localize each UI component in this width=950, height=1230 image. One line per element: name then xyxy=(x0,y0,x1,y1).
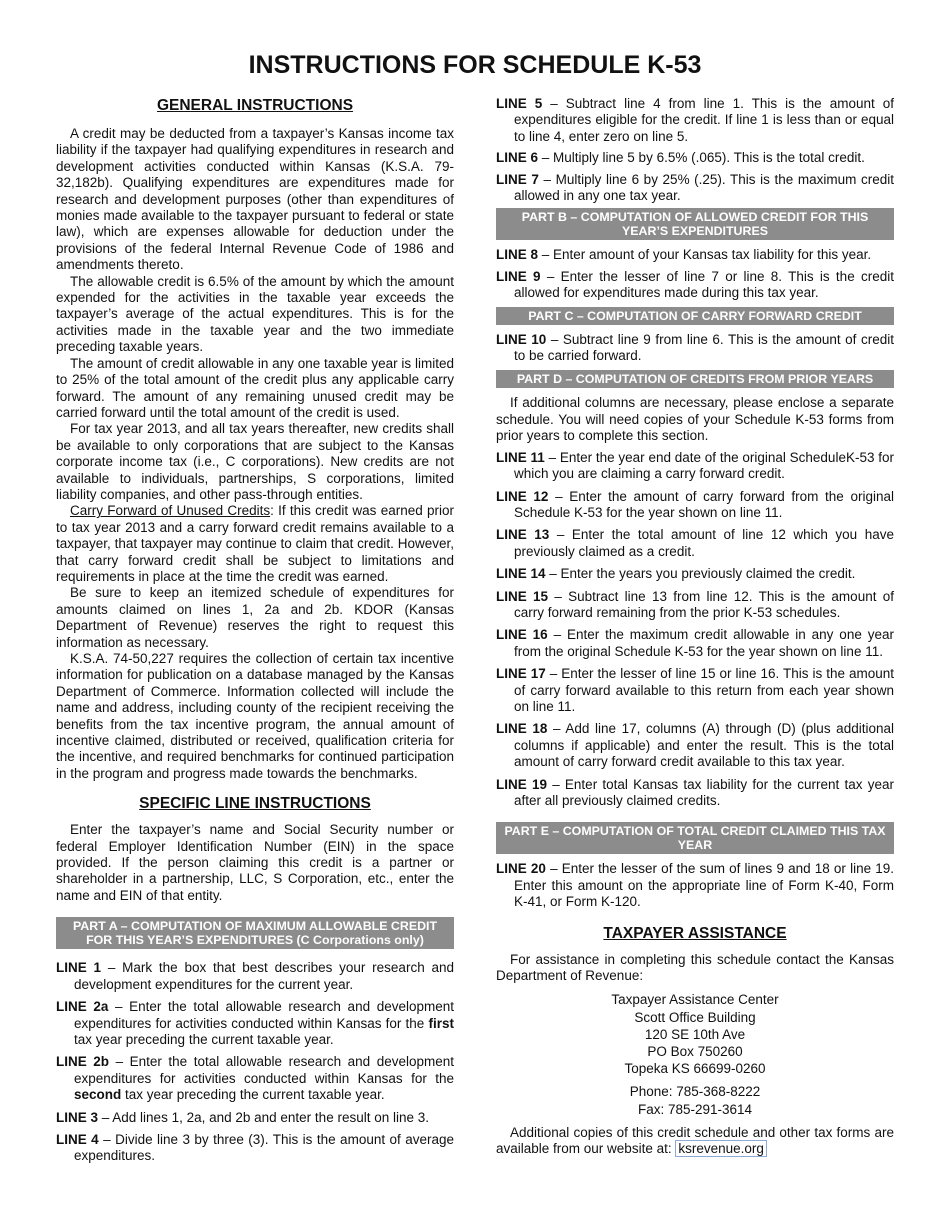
line-19-text: – Enter total Kansas tax liability for the current tax year after all previously claimed credits. xyxy=(514,776,894,808)
line-10-instruction xyxy=(496,332,894,365)
line-9-label: LINE 9 xyxy=(496,268,541,284)
part-b-banner-line-2: YEAR’S EXPENDITURES xyxy=(622,224,768,239)
address-line-5: Topeka KS 66699-0260 xyxy=(624,1061,766,1077)
line-2b-bold: second xyxy=(74,1087,122,1103)
line-11-label: LINE 11 xyxy=(496,449,545,465)
line-9-text: – Enter the lesser of line 7 or line 8. This is the credit allowed for expenditures made during this tax year. xyxy=(514,268,894,301)
line-5-label: LINE 5 xyxy=(496,96,543,111)
line-14-instruction xyxy=(496,566,894,582)
phone-number: Phone: 785-368-8222 xyxy=(629,1084,761,1100)
page-title: INSTRUCTIONS FOR SCHEDULE K-53 xyxy=(248,51,702,79)
line-12-text: – Enter the amount of carry forward from the original Schedule K-53 for the year shown on line 11. xyxy=(514,488,894,520)
carry-forward-text: : If this credit was earned prior to tax year 2013 and a carry forward credit remains available to a taxpayer, that taxpayer may continue to claim that credit. However, that carry forward credit shall be subject to limitations and requirements in place at the time the credit was earned. xyxy=(56,503,454,584)
line-4-label: LINE 4 xyxy=(56,1131,99,1147)
part-a-banner-line-1: PART A – COMPUTATION OF MAXIMUM ALLOWABLE CREDIT xyxy=(72,919,438,934)
general-paragraph-4: For tax year 2013, and all tax years thereafter, new credits shall be available to only corporations that are subject to the Kansas corporate income tax (i.e., C corporations). New credits are not available to individuals, partnerships, S corporations, limited liability companies, and other pass-through entities. xyxy=(56,421,454,502)
address-line-1: Taxpayer Assistance Center xyxy=(611,992,779,1008)
assistance-intro: For assistance in completing this schedule contact the Kansas Department of Revenue: xyxy=(496,951,894,984)
line-11-instruction xyxy=(496,450,894,483)
line-6-text: – Multiply line 5 by 6.5% (.065). This is the total credit. xyxy=(538,150,865,166)
general-paragraph-6: Be sure to keep an itemized schedule of expenditures for amounts claimed on lines 1, 2a and 2b. KDOR (Kansas Department of Revenue) reserves the right to request this information as necessary. xyxy=(56,585,454,650)
line-13-instruction xyxy=(496,527,894,560)
general-paragraph-5 xyxy=(56,503,454,585)
left-column xyxy=(56,96,454,1165)
general-instructions-heading: GENERAL INSTRUCTIONS xyxy=(156,97,354,114)
part-d-intro: If additional columns are necessary, please enclose a separate schedule. You will need copies of your Schedule K-53 forms from prior years to complete this section. xyxy=(496,395,894,444)
line-2a-label: LINE 2a xyxy=(56,999,109,1015)
line-9-instruction xyxy=(496,269,894,302)
line-20-text: – Enter the lesser of the sum of lines 9 and 18 or line 19. Enter this amount on the appropriate line of Form K-40, Form K-41, or Form K-120. xyxy=(514,861,894,910)
line-10-text: – Subtract line 9 from line 6. This is the amount of credit to be carried forward. xyxy=(514,331,894,364)
carry-forward-label: Carry Forward of Unused Credits xyxy=(70,503,271,519)
line-18-text: – Add line 17, columns (A) through (D) (plus additional columns if applicable) and enter the result. This is the total amount of carry forward credit available to this tax year. xyxy=(514,721,894,770)
line-16-instruction xyxy=(496,627,894,660)
line-20-label: LINE 20 xyxy=(496,861,546,877)
address-line-4: PO Box 750260 xyxy=(647,1044,743,1060)
line-7-text: – Multiply line 6 by 25% (.25). This is the maximum credit allowed in any one tax year. xyxy=(514,171,894,204)
line-20-instruction xyxy=(496,861,894,910)
address-line-3: 120 SE 10th Ave xyxy=(644,1026,746,1042)
line-2b-instruction xyxy=(56,1054,454,1103)
part-b-banner-line-1: PART B – COMPUTATION OF ALLOWED CREDIT FOR THIS xyxy=(521,210,869,225)
taxpayer-assistance-heading: TAXPAYER ASSISTANCE xyxy=(603,924,787,942)
line-17-label: LINE 17 xyxy=(496,666,546,682)
part-d-banner: PART D – COMPUTATION OF CREDITS FROM PRIOR YEARS xyxy=(496,370,894,388)
part-e-banner: PART E – COMPUTATION OF TOTAL CREDIT CLAIMED THIS TAX YEAR xyxy=(496,822,894,854)
line-4-instruction xyxy=(56,1132,454,1165)
line-1-label: LINE 1 xyxy=(56,960,102,976)
line-2a-bold: first xyxy=(428,1015,454,1031)
general-paragraph-7: K.S.A. 74-50,227 requires the collection of certain tax incentive information for publication on a database managed by the Kansas Department of Commerce. Information collected will include the name and address, including county of the recipient receiving the benefits from the tax incentive program, the annual amount of incentive claimed, distributed or received, qualification criteria for the incentive, and required benchmarks for continued participation in the program and progress made towards the benchmarks. xyxy=(56,651,454,781)
line-2b-text-1: – Enter the total allowable research and development expenditures for activities conducted within Kansas for the xyxy=(74,1054,454,1086)
line-15-label: LINE 15 xyxy=(496,588,549,604)
line-10-label: LINE 10 xyxy=(496,331,547,347)
line-2b-label: LINE 2b xyxy=(56,1054,110,1070)
line-3-instruction xyxy=(56,1110,454,1126)
website-link[interactable]: ksrevenue.org xyxy=(675,1140,767,1157)
line-5-instruction xyxy=(496,96,894,145)
line-17-text: – Enter the lesser of line 15 or line 16. This is the amount of carry forward available to this return from each year shown on line 11. xyxy=(514,666,894,714)
general-paragraph-3: The amount of credit allowable in any one taxable year is limited to 25% of the total amount of the credit plus any applicable carry forward. The amount of any remaining unused credit may be carried forward until the total amount of the credit is used. xyxy=(56,355,454,420)
line-19-instruction xyxy=(496,777,894,810)
line-13-label: LINE 13 xyxy=(496,527,550,543)
assistance-contact xyxy=(496,1083,894,1117)
line-2a-instruction xyxy=(56,999,454,1048)
line-8-text: – Enter amount of your Kansas tax liability for this year. xyxy=(538,247,872,263)
line-1-instruction xyxy=(56,960,454,993)
line-4-text: – Divide line 3 by three (3). This is the amount of average expenditures. xyxy=(74,1131,454,1164)
line-16-text: – Enter the maximum credit allowable in any one year from the original Schedule K-53 for the year shown on line 11. xyxy=(514,627,894,659)
specific-paragraph: Enter the taxpayer’s name and Social Security number or federal Employer Identification Number (EIN) in the space provided. If the person claiming this credit is a partner or shareholder in a partnership, LLC, S Corporation, etc., enter the name and EIN of that entity. xyxy=(56,822,454,903)
part-c-banner: PART C – COMPUTATION OF CARRY FORWARD CREDIT xyxy=(496,307,894,325)
copies-text: Additional copies of this credit schedule and other tax forms are available from our website at: xyxy=(496,1124,894,1157)
specific-line-instructions-heading: SPECIFIC LINE INSTRUCTIONS xyxy=(139,795,371,813)
line-14-text: – Enter the years you previously claimed the credit. xyxy=(545,566,856,582)
general-paragraph-1: A credit may be deducted from a taxpayer’s Kansas income tax liability if the taxpayer had qualifying expenditures in research and development activities conducted within Kansas (K.S.A. 79-32,182b). Qualifying expenditures are expenditures made for research and development purposes (other than expenditures of monies made available to the taxpayer pursuant to federal or state law), which are expenses allowable for deduction under the provisions of the federal Internal Revenue Code of 1986 and amendments thereto. xyxy=(56,126,454,273)
line-2a-text-2: tax year preceding the current taxable year. xyxy=(74,1031,334,1047)
line-16-label: LINE 16 xyxy=(496,627,548,643)
part-a-banner-line-2: FOR THIS YEAR’S EXPENDITURES (C Corporations only) xyxy=(86,933,424,948)
part-b-banner xyxy=(496,208,894,240)
line-3-text: – Add lines 1, 2a, and 2b and enter the result on line 3. xyxy=(98,1109,430,1125)
line-18-label: LINE 18 xyxy=(496,721,548,737)
line-6-label: LINE 6 xyxy=(496,150,539,166)
line-6-instruction xyxy=(496,150,894,166)
line-7-label: LINE 7 xyxy=(496,171,539,187)
line-15-instruction xyxy=(496,589,894,622)
fax-number: Fax: 785-291-3614 xyxy=(637,1101,753,1117)
line-15-text: – Subtract line 13 from line 12. This is the amount of carry forward remaining from the prior K-53 schedules. xyxy=(514,588,894,620)
line-12-instruction xyxy=(496,489,894,522)
line-19-label: LINE 19 xyxy=(496,776,547,792)
additional-copies-text xyxy=(496,1125,894,1158)
line-11-text: – Enter the year end date of the original ScheduleK-53 for which you are claiming a carry forward credit. xyxy=(514,449,894,482)
line-5-text: – Subtract line 4 from line 1. This is the amount of expenditures eligible for the credit. If line 1 is less than or equal to line 4, enter zero on line 5. xyxy=(514,96,894,144)
part-a-banner xyxy=(56,917,454,949)
line-3-label: LINE 3 xyxy=(56,1109,99,1125)
line-2a-text-1: – Enter the total allowable research and development expenditures for activities conducted within Kansas for the xyxy=(74,999,454,1031)
line-2b-text-2: tax year preceding the current taxable year. xyxy=(121,1087,385,1103)
address-line-2: Scott Office Building xyxy=(634,1009,756,1025)
line-8-instruction xyxy=(496,247,894,263)
line-1-text: – Mark the box that best describes your research and development expenditures for the current year. xyxy=(74,960,454,992)
line-14-label: LINE 14 xyxy=(496,566,546,582)
line-12-label: LINE 12 xyxy=(496,488,549,504)
line-13-text: – Enter the total amount of line 12 which you have previously claimed as a credit. xyxy=(514,527,894,559)
line-7-instruction xyxy=(496,172,894,205)
general-paragraph-2: The allowable credit is 6.5% of the amount by which the amount expended for the activities in the taxable year exceeds the taxpayer’s average of the actual expenditures. This is for the activities made in the taxable year and the two immediate preceding taxable years. xyxy=(56,273,454,355)
line-8-label: LINE 8 xyxy=(496,247,539,263)
line-17-instruction xyxy=(496,666,894,715)
line-18-instruction xyxy=(496,721,894,770)
right-column xyxy=(496,96,894,1158)
assistance-address xyxy=(496,991,894,1077)
